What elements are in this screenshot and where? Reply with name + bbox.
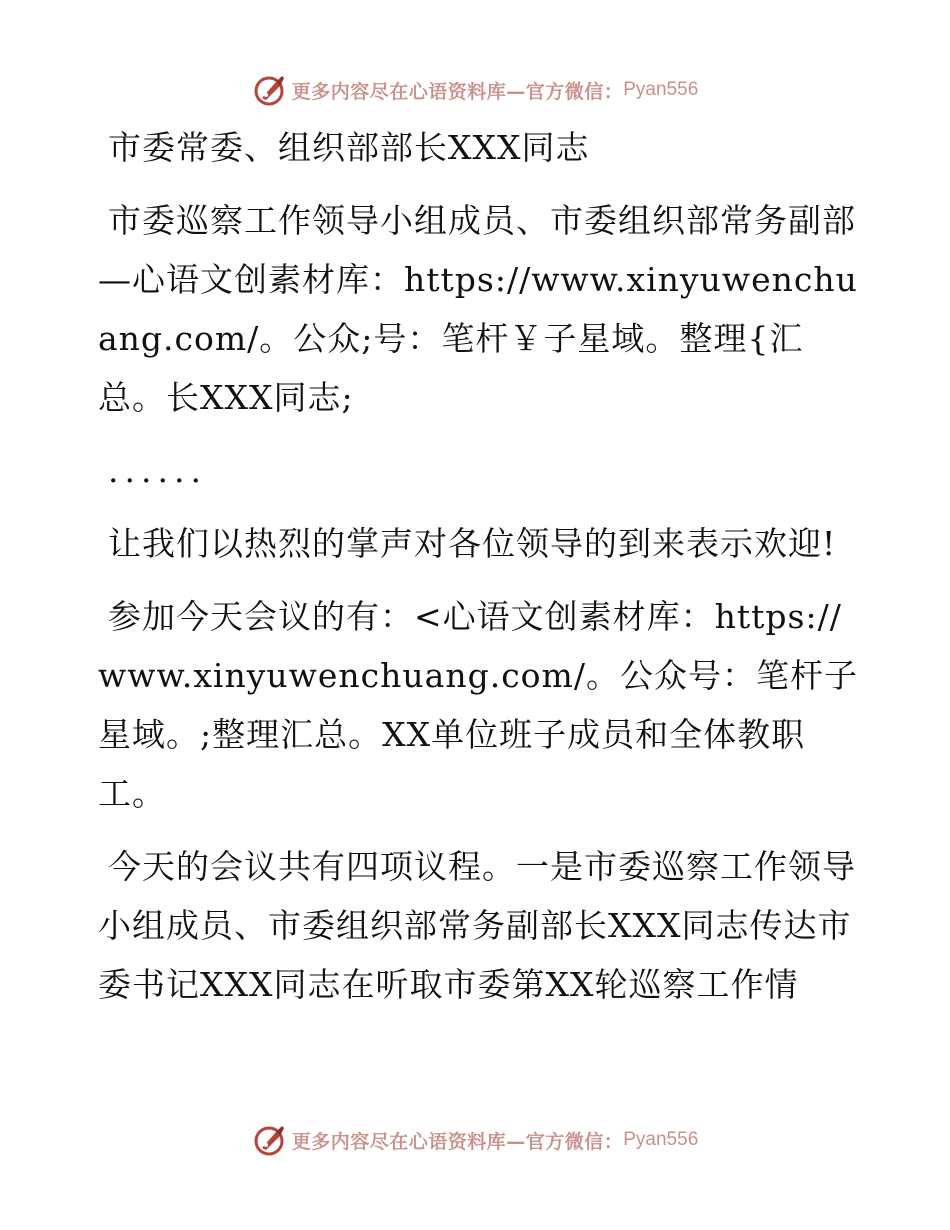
banner-wechat-id: Pyan556 [623, 79, 699, 100]
footer-banner [0, 1120, 950, 1160]
paragraph-1: 市委常委、组织部部长XXX同志 [108, 128, 590, 167]
banner-text: 更多内容尽在心语资料库—官方微信： [291, 80, 624, 103]
pen-nib-logo-icon [252, 72, 288, 108]
paragraph-2: 市委巡察工作领导小组成员、市委组织部常务副部—心语文创素材库：https://www.xinyuwenchuang.com/。公众;号：笔杆￥子星域。整理{汇总。长XXX同志; [98, 201, 858, 417]
paragraph-5: 今天的会议共有四项议程。一是市委巡察工作领导小组成员、市委组织部常务副部长XXX同志传达市委书记XXX同志在听取市委第XX轮巡察工作情 [98, 847, 856, 1004]
banner-wechat-id: Pyan556 [623, 1129, 699, 1150]
header-banner [0, 70, 950, 110]
document-body [98, 118, 858, 1028]
paragraph-ellipsis: ...... [108, 451, 207, 490]
banner-text: 更多内容尽在心语资料库—官方微信： [291, 1130, 624, 1153]
paragraph-3: 让我们以热烈的掌声对各位领导的到来表示欢迎! [108, 524, 837, 563]
pen-nib-logo-icon [252, 1122, 288, 1158]
paragraph-4: 参加今天会议的有：<心语文创素材库：https://www.xinyuwenchuang.com/。公众号：笔杆子星域。;整理汇总。XX单位班子成员和全体教职工。 [98, 597, 858, 813]
